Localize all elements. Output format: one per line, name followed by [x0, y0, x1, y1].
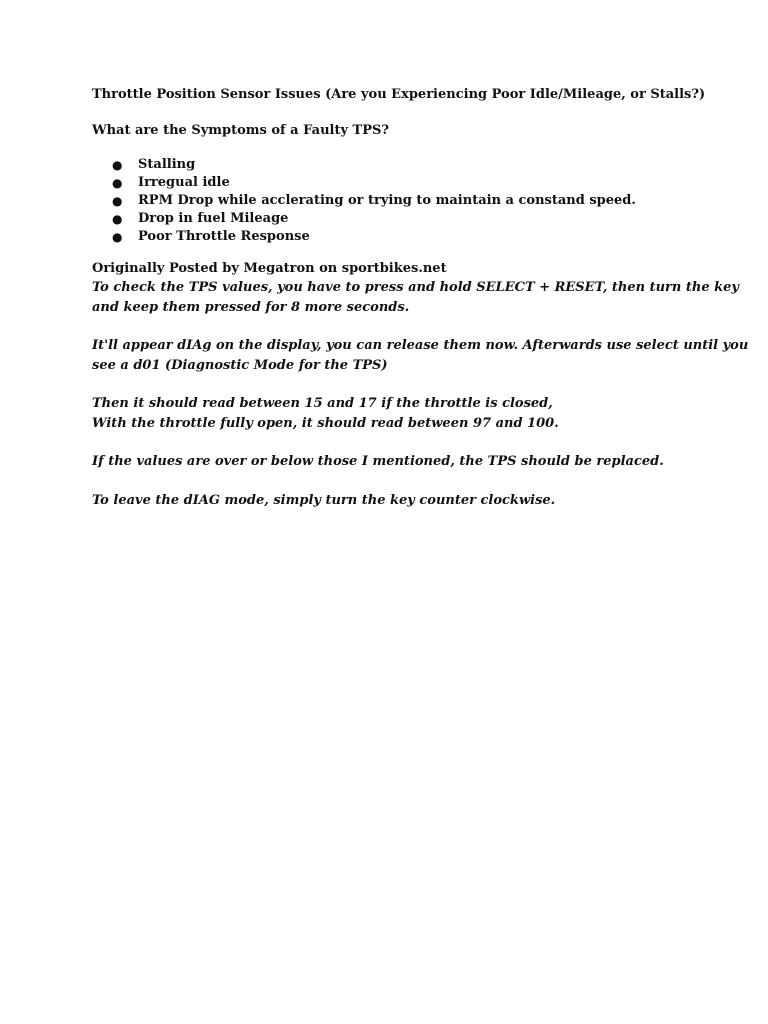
list-item — [92, 228, 682, 246]
list-item — [92, 210, 682, 228]
bullet-icon: ● — [112, 176, 123, 190]
symptom-text: Poor Throttle Response — [138, 229, 310, 244]
paragraph-line: see a d01 (Diagnostic Mode for the TPS) — [92, 357, 388, 373]
bullet-icon: ● — [112, 158, 123, 172]
instruction-paragraph — [92, 394, 682, 433]
paragraph-line: To leave the dIAG mode, simply turn the key counter clockwise. — [92, 492, 556, 508]
paragraph-line: and keep them pressed for 8 more seconds. — [92, 299, 410, 315]
document-page — [92, 86, 749, 529]
instruction-paragraph — [92, 452, 682, 472]
symptom-text: Stalling — [138, 157, 196, 172]
document-title: Throttle Position Sensor Issues (Are you Experiencing Poor Idle/Mileage, or Stalls?) — [92, 87, 706, 102]
source-attribution: Originally Posted by Megatron on sportbikes.net — [92, 261, 447, 276]
symptom-text: Irregual idle — [138, 175, 230, 190]
list-item — [92, 156, 682, 174]
instruction-paragraph — [92, 278, 739, 317]
symptoms-heading: What are the Symptoms of a Faulty TPS? — [92, 123, 390, 138]
symptom-text: Drop in fuel Mileage — [138, 211, 289, 226]
list-item — [92, 174, 682, 192]
paragraph-line: Then it should read between 15 and 17 if the throttle is closed, — [92, 396, 553, 411]
list-item — [92, 192, 682, 210]
symptoms-list — [92, 156, 682, 246]
bullet-icon: ● — [112, 212, 123, 226]
paragraph-line: It'll appear dIAg on the display, you can release them now. Afterwards use select until you — [92, 338, 749, 353]
paragraph-line: To check the TPS values, you have to press and hold SELECT + RESET, then turn the key — [92, 280, 739, 295]
paragraph-line: If the values are over or below those I mentioned, the TPS should be replaced. — [92, 454, 664, 469]
instruction-paragraph — [92, 336, 749, 375]
bullet-icon: ● — [112, 230, 123, 244]
symptom-text: RPM Drop while acclerating or trying to maintain a constand speed. — [138, 193, 636, 208]
paragraph-line: With the throttle fully open, it should read between 97 and 100. — [92, 415, 559, 431]
instruction-paragraph — [92, 491, 682, 511]
bullet-icon: ● — [112, 194, 123, 208]
